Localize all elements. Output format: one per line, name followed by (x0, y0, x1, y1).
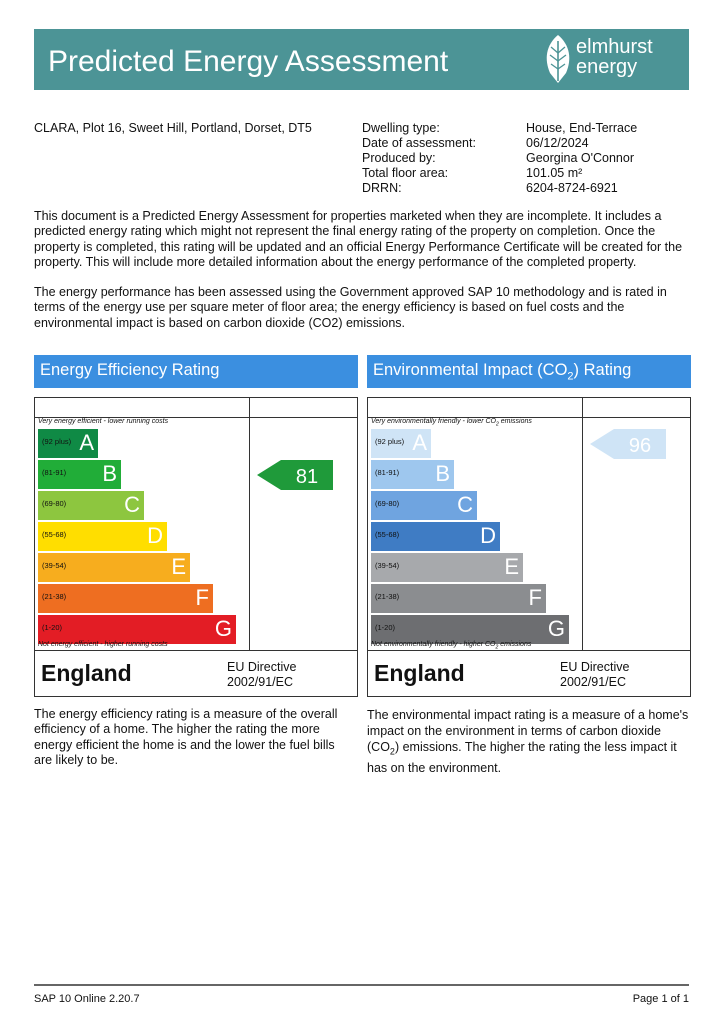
note-text: Very environmentally friendly - lower CO (371, 418, 497, 425)
directive-line: EU Directive (560, 660, 630, 674)
efficiency-title: Energy Efficiency Rating (34, 355, 358, 388)
band-range: (21-38) (42, 592, 67, 601)
band-range: (81-91) (375, 468, 400, 477)
efficiency-band-c (38, 491, 144, 520)
band-range: (55-68) (42, 530, 67, 539)
svg-text:81: 81 (295, 466, 319, 488)
methodology-paragraph: The energy performance has been assessed using the Government approved SAP 10 methodology and is rated in terms of the energy use per square meter of floor area; the energy efficiency is based on fuel costs and the environmental impact is based on carbon dioxide (CO2) emissions. (34, 285, 667, 330)
efficiency-country: England (41, 660, 132, 686)
desc-text: ) emissions. The higher the rating the less impact it has on the environment. (367, 740, 677, 775)
detail-value: House, End-Terrace (526, 121, 638, 135)
band-letter: B (435, 461, 450, 486)
environmental-band-a (371, 429, 431, 458)
environmental-band-g (371, 615, 569, 644)
property-address: CLARA, Plot 16, Sweet Hill, Portland, Dorset, DT5 (34, 121, 312, 135)
detail-value: 6204-8724-6921 (526, 181, 618, 195)
efficiency-bottom-note: Not energy efficient - higher running costs (38, 641, 168, 648)
band-letter: D (147, 523, 163, 548)
intro-paragraph: This document is a Predicted Energy Assessment for properties marketed when they are incomplete. It includes a predicted energy rating which might not represent the final energy rating of the property on completion. Once the property is completed, this rating will be updated and an official Energy Performance Certificate will be created for the property. This will include more detailed information about the energy performance of the completed property. (34, 209, 683, 269)
environmental-directive (560, 660, 629, 690)
band-range: (39-54) (42, 561, 67, 570)
environmental-title (367, 355, 691, 388)
band-letter: G (214, 616, 232, 641)
efficiency-description: The energy efficiency rating is a measure of the overall efficiency of a home. The higher the rating the more energy efficient the home is and the lower the fuel bills are likely to be. (34, 707, 338, 767)
logo-text-energy: energy (576, 56, 638, 78)
band-letter: A (412, 430, 427, 455)
efficiency-band-g (38, 615, 236, 644)
efficiency-band-b (38, 460, 121, 489)
efficiency-current-rating (257, 460, 333, 495)
band-range: (81-91) (42, 468, 67, 477)
footer-divider (34, 984, 689, 986)
detail-value: Georgina O'Connor (526, 151, 635, 165)
band-range: (69-80) (42, 499, 67, 508)
detail-value: 06/12/2024 (526, 136, 589, 150)
note-subscript: 2 (496, 421, 499, 428)
band-letter: E (504, 554, 519, 579)
band-letter: B (102, 461, 117, 486)
band-range: (69-80) (375, 499, 400, 508)
band-letter: C (124, 492, 140, 517)
environmental-current-rating (590, 429, 666, 464)
environmental-band-c (371, 491, 477, 520)
directive-line: 2002/91/EC (227, 675, 294, 689)
detail-label: DRRN: (362, 181, 402, 195)
band-range: (1-20) (375, 623, 396, 632)
band-letter: A (79, 430, 94, 455)
band-letter: F (528, 585, 542, 610)
efficiency-band-e (38, 553, 190, 582)
page-title: Predicted Energy Assessment (48, 45, 449, 78)
efficiency-directive (227, 660, 296, 690)
band-letter: C (457, 492, 473, 517)
svg-text:96: 96 (628, 435, 652, 457)
note-text: emissions (498, 418, 532, 425)
band-range: (39-54) (375, 561, 400, 570)
footer-page-number: Page 1 of 1 (632, 993, 689, 1005)
desc-subscript: 2 (389, 746, 395, 757)
environmental-band-e (371, 553, 523, 582)
band-range: (92 plus) (375, 437, 405, 446)
environmental-bottom-note (371, 641, 531, 650)
efficiency-band-a (38, 429, 98, 458)
detail-label: Dwelling type: (362, 121, 440, 135)
efficiency-chart (34, 397, 358, 697)
environmental-band-b (371, 460, 454, 489)
logo-text-elmhurst: elmhurst (576, 36, 653, 58)
leaf-logo-icon (542, 33, 574, 90)
environmental-band-f (371, 584, 546, 613)
band-range: (21-38) (375, 592, 400, 601)
environmental-country: England (374, 660, 465, 686)
detail-label: Total floor area: (362, 166, 449, 180)
detail-value: 101.05 m² (526, 166, 583, 180)
title-subscript: 2 (567, 370, 574, 383)
band-letter: E (171, 554, 186, 579)
band-range: (55-68) (375, 530, 400, 539)
environmental-chart (367, 397, 691, 697)
environmental-top-note (371, 418, 532, 427)
efficiency-top-note: Very energy efficient - lower running costs (38, 418, 169, 425)
band-range: (92 plus) (42, 437, 72, 446)
directive-line: 2002/91/EC (560, 675, 627, 689)
title-text: ) Rating (573, 361, 632, 379)
header-banner (34, 29, 689, 90)
band-range: (1-20) (42, 623, 63, 632)
efficiency-band-f (38, 584, 213, 613)
detail-label: Date of assessment: (362, 136, 476, 150)
environmental-description (367, 707, 689, 776)
efficiency-band-d (38, 522, 167, 551)
property-details (362, 121, 692, 196)
detail-label: Produced by: (362, 151, 436, 165)
directive-line: EU Directive (227, 660, 297, 674)
detail-row (362, 121, 692, 136)
detail-row (362, 136, 692, 151)
note-subscript: 2 (495, 644, 499, 651)
desc-text: The environmental impact rating is a measure of a home's impact on the environment in terms of carbon dioxide (CO (367, 708, 689, 754)
band-letter: G (547, 616, 565, 641)
band-letter: D (480, 523, 496, 548)
detail-row (362, 181, 692, 196)
environmental-band-d (371, 522, 500, 551)
note-text: Not environmentally friendly - higher CO (371, 641, 496, 648)
title-text: Environmental Impact (CO (373, 361, 568, 379)
band-letter: F (195, 585, 209, 610)
detail-row (362, 166, 692, 181)
detail-row (362, 151, 692, 166)
note-text: emissions (498, 641, 532, 648)
footer-software: SAP 10 Online 2.20.7 (34, 993, 140, 1005)
